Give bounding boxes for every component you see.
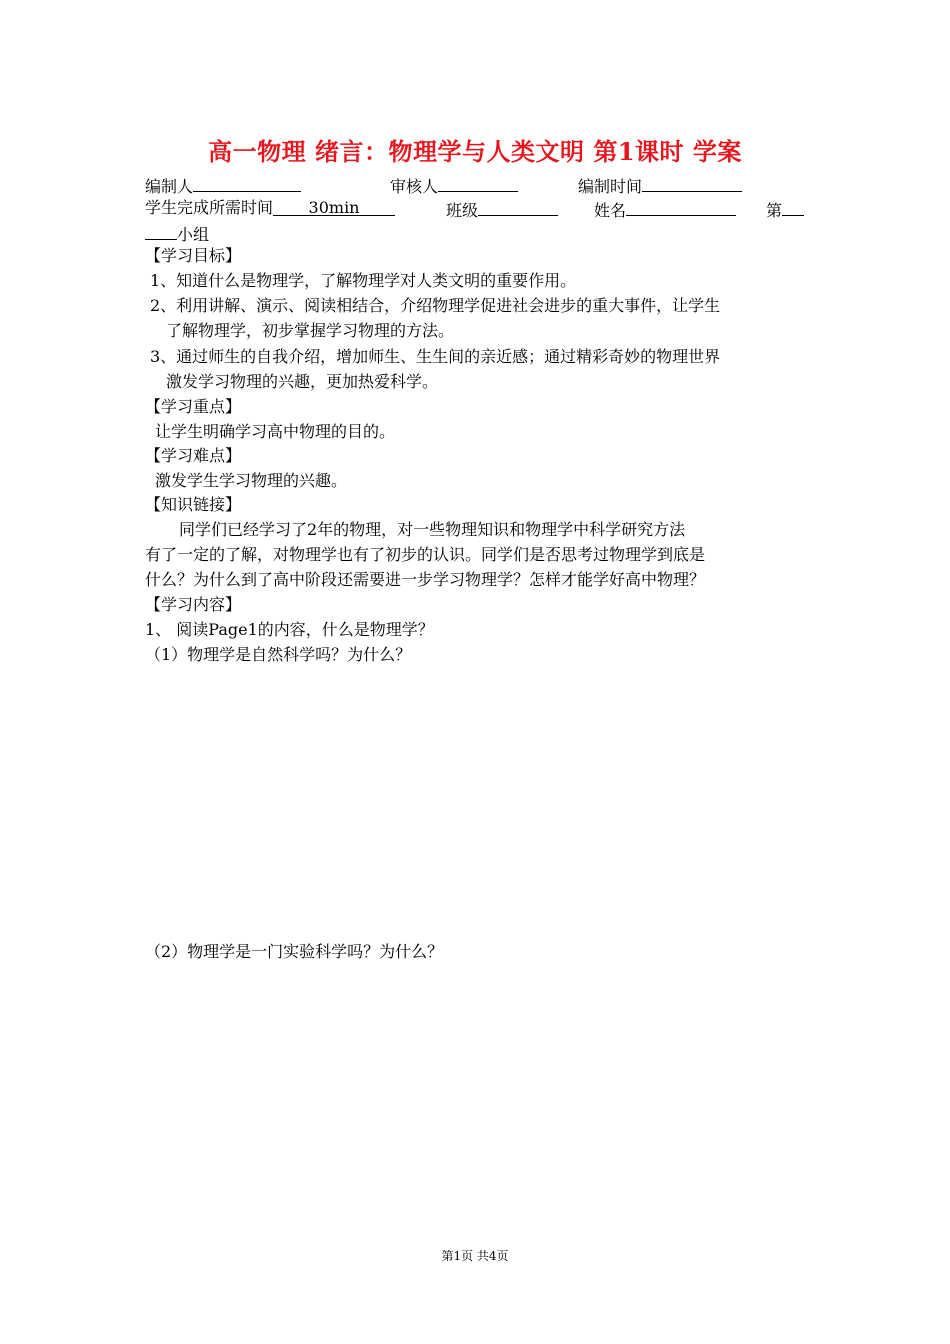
page-footer: 第1页 共4页 bbox=[441, 1249, 509, 1263]
group-blank[interactable] bbox=[782, 197, 804, 216]
time-value: 30min bbox=[273, 197, 395, 216]
difficulty-text: 激发学生学习物理的兴趣。 bbox=[155, 471, 348, 490]
keypoint-text: 让学生明确学习高中物理的目的。 bbox=[155, 422, 396, 441]
name-blank[interactable] bbox=[626, 197, 736, 216]
content-item-1: 1、 阅读Page1的内容，什么是物理学？ bbox=[145, 620, 434, 639]
link-heading: 【知识链接】 bbox=[145, 495, 242, 514]
link-line-1: 同学们已经学习了2年的物理，对一些物理知识和物理学中科学研究方法 bbox=[179, 520, 686, 539]
reviewer-label: 审核人 bbox=[390, 177, 439, 196]
group-blank-cont[interactable] bbox=[145, 221, 177, 240]
objective-3-line2: 激发学习物理的兴趣，更加热爱科学。 bbox=[166, 372, 439, 391]
page-title: 高一物理 绪言：物理学与人类文明 第1课时 学案 bbox=[208, 137, 742, 166]
class-field bbox=[446, 197, 558, 222]
editor-blank[interactable] bbox=[193, 173, 301, 192]
objective-3-line1: 3、通过师生的自我介绍，增加师生、生生间的亲近感；通过精彩奇妙的物理世界 bbox=[150, 347, 721, 366]
class-label: 班级 bbox=[446, 201, 479, 220]
question-1: （1）物理学是自然科学吗？为什么？ bbox=[145, 645, 412, 664]
class-blank[interactable] bbox=[478, 197, 558, 216]
group-suffix: 小组 bbox=[177, 225, 210, 244]
group-field-cont bbox=[145, 221, 209, 246]
date-field bbox=[578, 173, 742, 198]
date-blank[interactable] bbox=[642, 173, 742, 192]
link-line-2: 有了一定的了解，对物理学也有了初步的认识。同学们是否思考过物理学到底是 bbox=[145, 545, 706, 564]
group-field bbox=[766, 197, 804, 222]
date-label: 编制时间 bbox=[578, 177, 643, 196]
time-label: 学生完成所需时间 bbox=[145, 198, 274, 217]
content-heading: 【学习内容】 bbox=[145, 595, 242, 614]
difficulty-heading: 【学习难点】 bbox=[145, 446, 242, 465]
time-field bbox=[145, 197, 395, 219]
reviewer-field bbox=[390, 173, 518, 198]
keypoint-heading: 【学习重点】 bbox=[145, 397, 242, 416]
name-field bbox=[594, 197, 736, 222]
editor-field bbox=[145, 173, 301, 198]
group-prefix: 第 bbox=[766, 201, 783, 220]
objective-2-line2: 了解物理学，初步掌握学习物理的方法。 bbox=[166, 321, 455, 340]
objective-1: 1、知道什么是物理学，了解物理学对人类文明的重要作用。 bbox=[150, 271, 577, 290]
question-2: （2）物理学是一门实验科学吗？为什么？ bbox=[145, 942, 444, 961]
reviewer-blank[interactable] bbox=[438, 173, 518, 192]
objective-2-line1: 2、利用讲解、演示、阅读相结合，介绍物理学促进社会进步的重大事件，让学生 bbox=[150, 296, 721, 315]
name-label: 姓名 bbox=[594, 201, 627, 220]
editor-label: 编制人 bbox=[145, 177, 194, 196]
objectives-heading: 【学习目标】 bbox=[145, 246, 242, 265]
link-line-3: 什么？为什么到了高中阶段还需要进一步学习物理学？怎样才能学好高中物理？ bbox=[145, 570, 706, 589]
